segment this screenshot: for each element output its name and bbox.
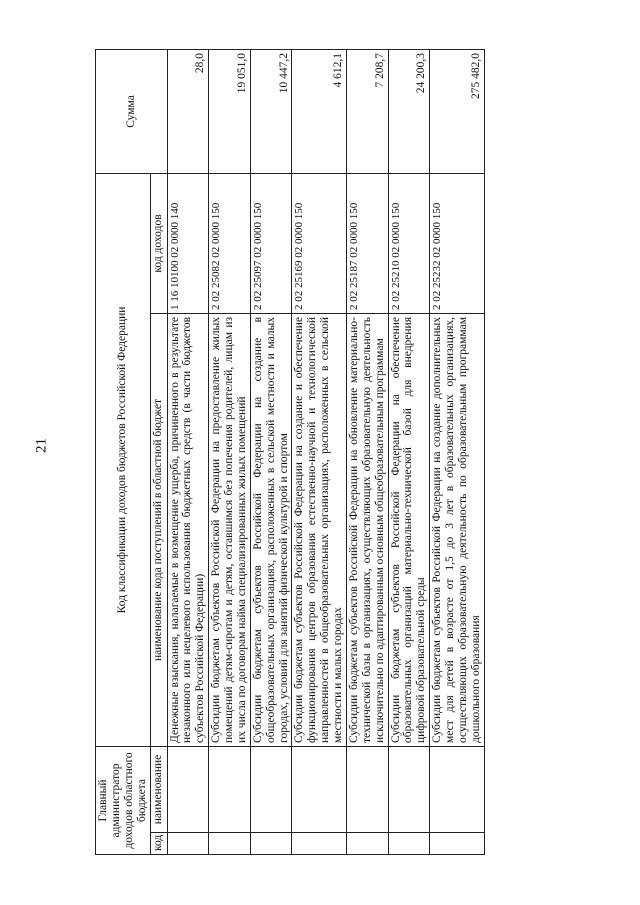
admin-code-cell [209, 833, 251, 855]
revenue-name-cell: Субсидии бюджетам субъектов Российской Федерации на создание дополнительных мест для детей в возрасте от 1,5 до 3 лет в образовательных организациях, осуществляющих образовательную деятельность по образовательным программам дошкольного образования [430, 313, 485, 746]
table-row [167, 49, 209, 854]
admin-name-cell [250, 746, 292, 832]
revenue-code-cell: 2 02 25232 02 0000 150 [430, 173, 485, 313]
sum-cell: 10 447,2 [250, 49, 292, 173]
sum-cell: 7 208,7 [346, 49, 388, 173]
admin-name-cell [430, 746, 485, 832]
revenue-name-cell: Субсидии бюджетам субъектов Российской Федерации на обеспечение образовательных организаций материально-технической базой для внедрения цифровой образовательной среды [388, 313, 430, 746]
admin-code-cell [430, 833, 485, 855]
header-admin-group: Главный администратор доходов областного бюджета [96, 746, 151, 854]
page-number: 21 [33, 438, 50, 453]
header-admin-code: код [150, 833, 167, 855]
table-row [292, 49, 347, 854]
revenue-name-cell: Денежные взыскания, налагаемые в возмещение ущерба, причиненного в результате незаконного или нецелевого использования бюджетных средств (в части бюджетов субъектов Российской Федерации) [167, 313, 209, 746]
admin-name-cell [346, 746, 388, 832]
sum-cell: 275 482,0 [430, 49, 485, 173]
table-row [250, 49, 292, 854]
sum-cell: 24 200,3 [388, 49, 430, 173]
table-row [430, 49, 485, 854]
revenue-code-cell: 2 02 25097 02 0000 150 [250, 173, 292, 313]
revenue-code-cell: 2 02 25210 02 0000 150 [388, 173, 430, 313]
header-sum: Сумма [96, 49, 168, 173]
table-row [388, 49, 430, 854]
header-admin-name: наименование [150, 746, 167, 832]
revenue-name-cell: Субсидии бюджетам субъектов Российской Федерации на создание и обеспечение функционирования центров образования естественно-научной и технологической направленностей в общеобразовательных организациях, расположенных в сельской местности и малых городах [292, 313, 347, 746]
admin-code-cell [167, 833, 209, 855]
sum-cell: 4 612,1 [292, 49, 347, 173]
revenue-code-cell: 2 02 25187 02 0000 150 [346, 173, 388, 313]
sum-cell: 19 051,0 [209, 49, 251, 173]
admin-code-cell [250, 833, 292, 855]
admin-name-cell [209, 746, 251, 832]
header-revenue-name: наименование кода поступлений в областной бюджет [150, 313, 167, 746]
admin-name-cell [388, 746, 430, 832]
revenue-code-cell: 2 02 25169 02 0000 150 [292, 173, 347, 313]
admin-name-cell [167, 746, 209, 832]
header-revenue-code: код доходов [150, 173, 167, 313]
revenue-name-cell: Субсидии бюджетам субъектов Российской Федерации на создание в общеобразовательных организациях, расположенных в сельской местности и малых городах, условий для занятий физической культурой и спортом [250, 313, 292, 746]
admin-code-cell [292, 833, 347, 855]
sum-cell: 28,0 [167, 49, 209, 173]
header-classification-group: Код классификации доходов бюджетов Российской Федерации [96, 173, 151, 746]
revenue-table [95, 49, 485, 855]
admin-code-cell [388, 833, 430, 855]
table-row [209, 49, 251, 854]
revenue-name-cell: Субсидии бюджетам субъектов Российской Федерации на предоставление жилых помещений детям-сиротам и детям, оставшимся без попечения родителей, лицам из их числа по договорам найма специализированных жилых помещений [209, 313, 251, 746]
admin-code-cell [346, 833, 388, 855]
revenue-code-cell: 2 02 25082 02 0000 150 [209, 173, 251, 313]
table-row [346, 49, 388, 854]
admin-name-cell [292, 746, 347, 832]
rotated-table-container [95, 50, 585, 855]
revenue-code-cell: 1 16 10100 02 0000 140 [167, 173, 209, 313]
revenue-name-cell: Субсидии бюджетам субъектов Российской Федерации на обновление материально-технической базы в организациях, осуществляющих образовательную деятельность исключительно по адаптированным основным общеобразовательным программам [346, 313, 388, 746]
